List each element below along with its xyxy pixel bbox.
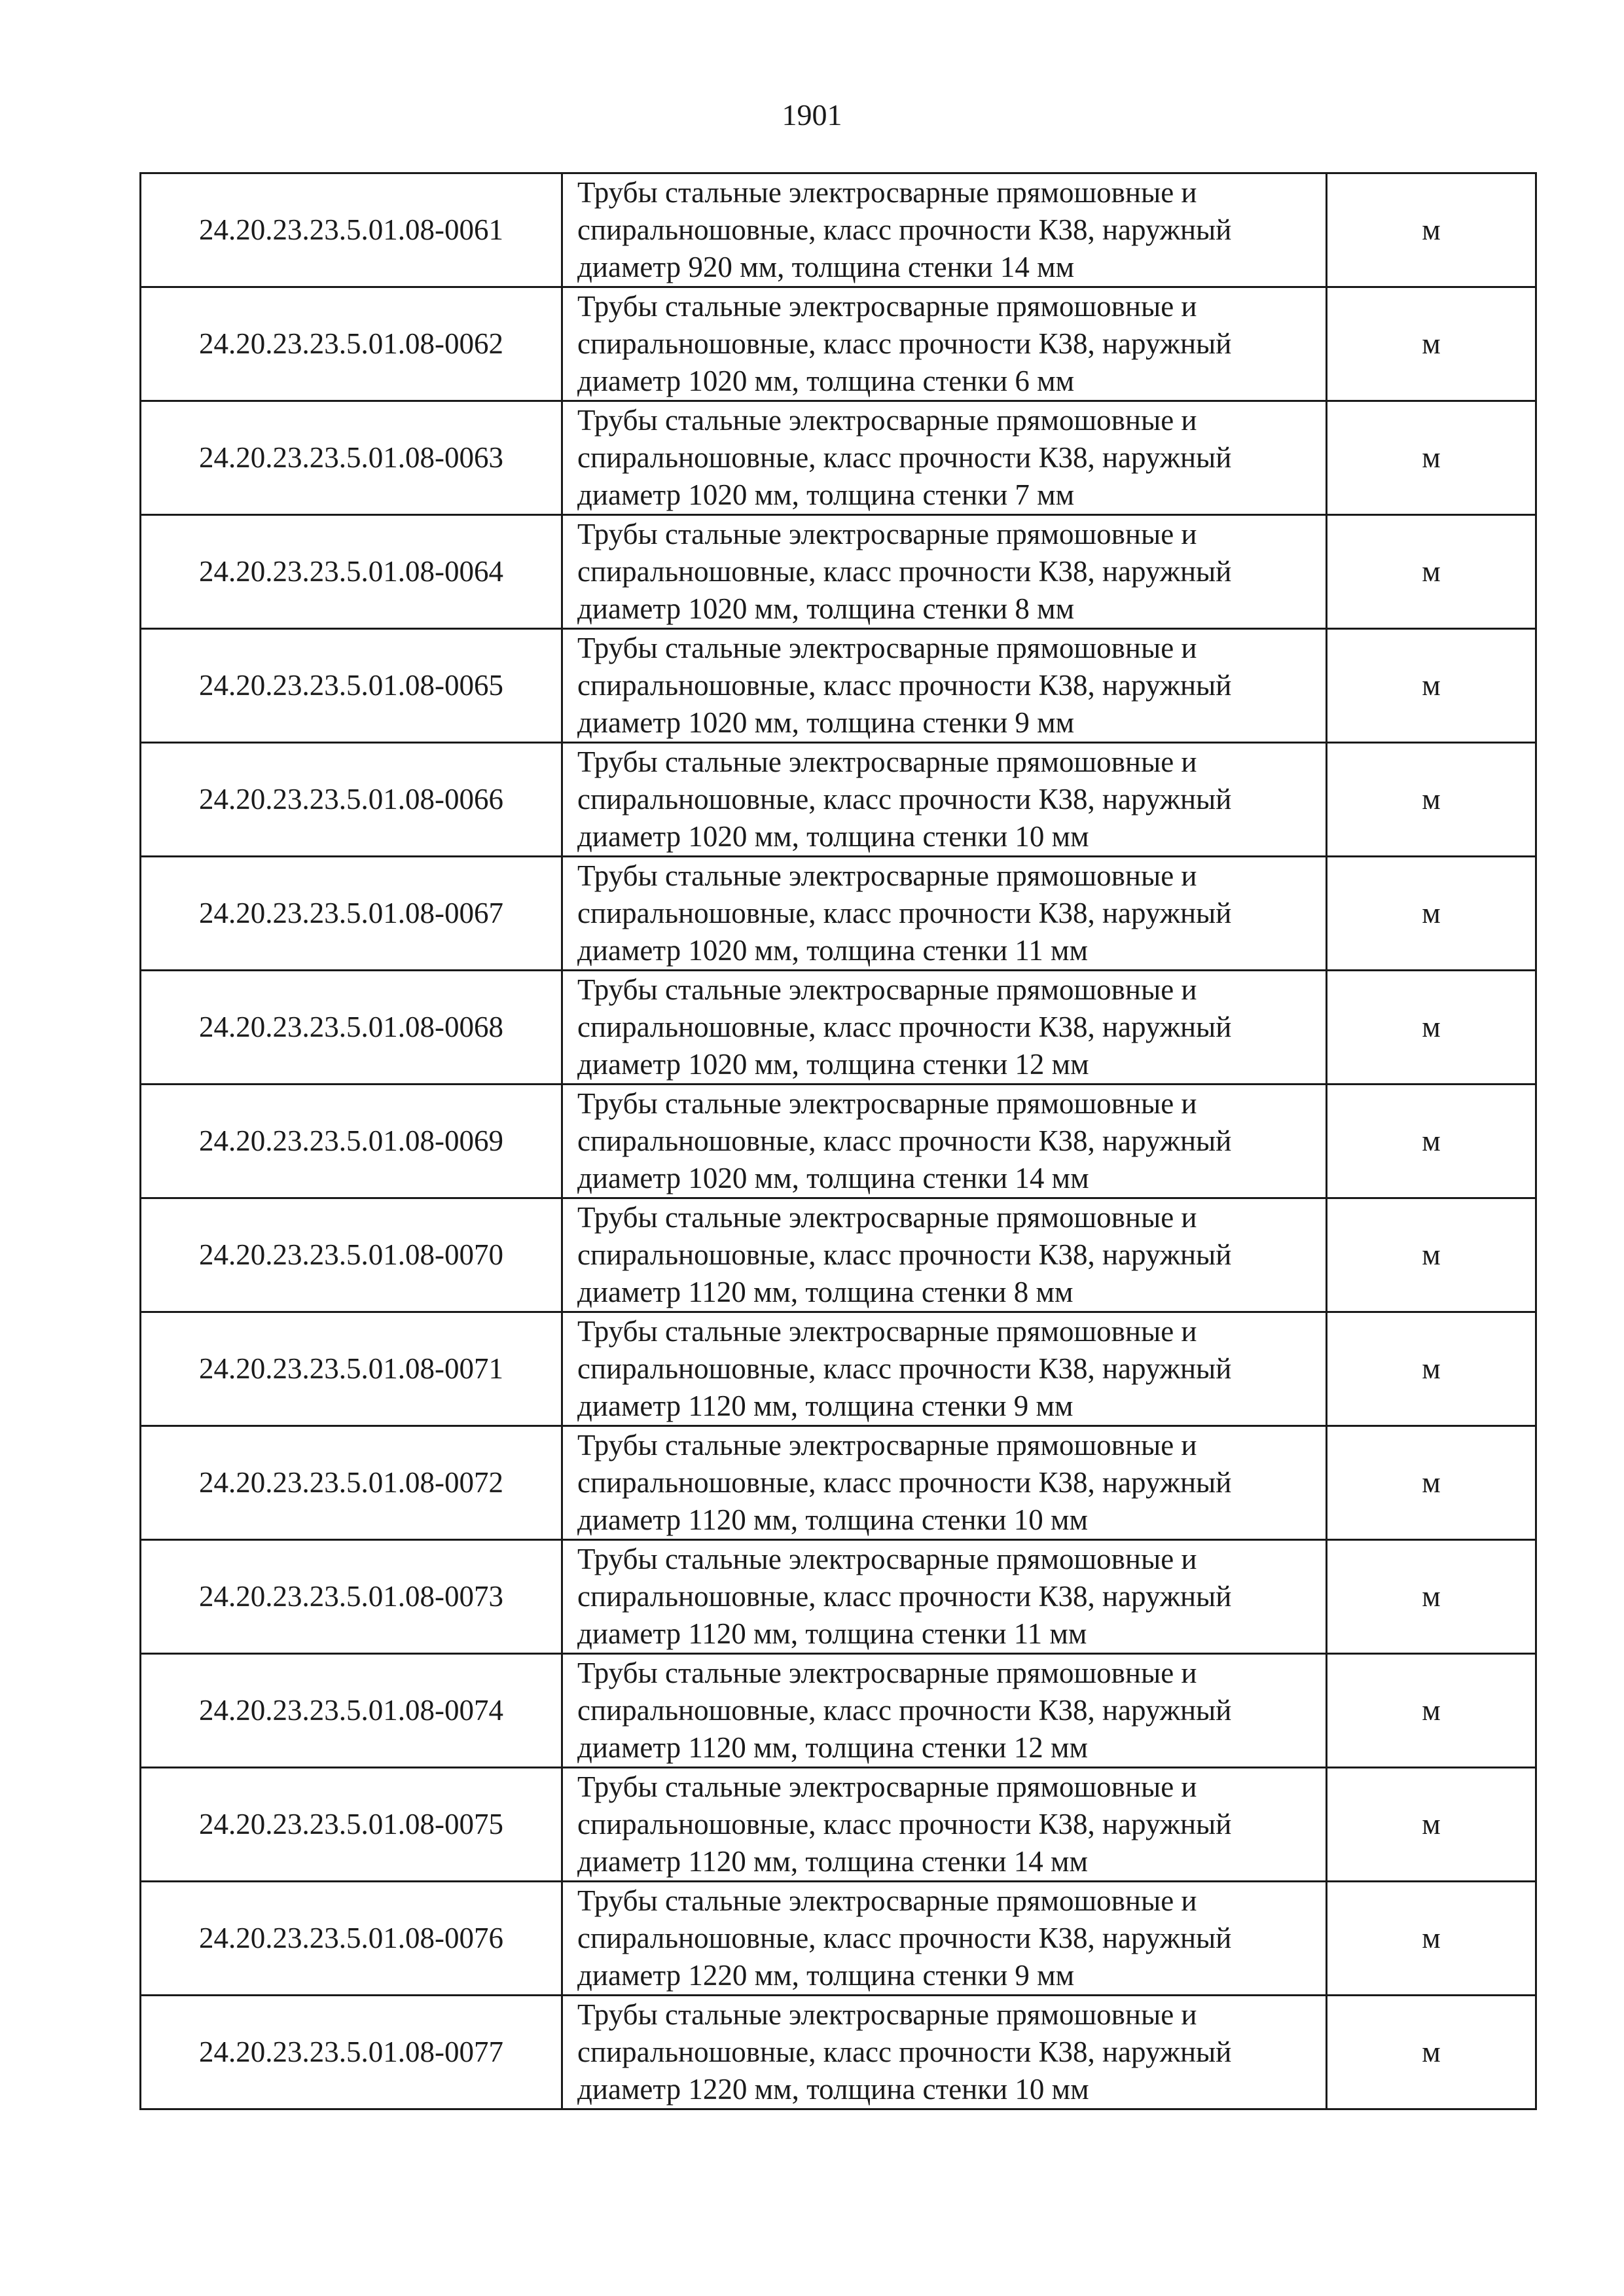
- code-cell: 24.20.23.23.5.01.08-0077: [141, 1996, 562, 2109]
- code-cell: 24.20.23.23.5.01.08-0067: [141, 857, 562, 971]
- unit-cell: м: [1327, 173, 1536, 287]
- description-line: диаметр 1020 мм, толщина стенки 8 мм: [577, 592, 1075, 625]
- table-row: [141, 1768, 1536, 1882]
- table-row: [141, 1085, 1536, 1198]
- table-row: [141, 1540, 1536, 1654]
- description-line: Трубы стальные электросварные прямошовные и: [577, 1770, 1197, 1803]
- description-line: диаметр 1120 мм, толщина стенки 8 мм: [577, 1276, 1074, 1308]
- unit-cell: м: [1327, 515, 1536, 629]
- unit-cell: м: [1327, 1996, 1536, 2109]
- description-line: спиральношовные, класс прочности К38, наружный: [577, 327, 1232, 360]
- description-line: диаметр 1020 мм, толщина стенки 10 мм: [577, 820, 1089, 853]
- description-cell: [562, 173, 1327, 287]
- code-cell: 24.20.23.23.5.01.08-0061: [141, 173, 562, 287]
- description-line: спиральношовные, класс прочности К38, наружный: [577, 1011, 1232, 1043]
- description-line: спиральношовные, класс прочности К38, наружный: [577, 1352, 1232, 1385]
- code-cell: 24.20.23.23.5.01.08-0073: [141, 1540, 562, 1654]
- description-line: Трубы стальные электросварные прямошовные и: [577, 518, 1197, 550]
- table-row: [141, 629, 1536, 743]
- code-cell: 24.20.23.23.5.01.08-0064: [141, 515, 562, 629]
- description-cell: [562, 1540, 1327, 1654]
- materials-table: [139, 172, 1537, 2110]
- description-line: Трубы стальные электросварные прямошовные и: [577, 1657, 1197, 1689]
- unit-cell: м: [1327, 857, 1536, 971]
- description-cell: [562, 287, 1327, 401]
- description-line: Трубы стальные электросварные прямошовные и: [577, 290, 1197, 323]
- description-cell: [562, 1198, 1327, 1312]
- description-cell: [562, 1085, 1327, 1198]
- table-row: [141, 173, 1536, 287]
- description-line: диаметр 1020 мм, толщина стенки 11 мм: [577, 934, 1088, 967]
- description-line: Трубы стальные электросварные прямошовные и: [577, 404, 1197, 437]
- description-cell: [562, 1426, 1327, 1540]
- description-line: спиральношовные, класс прочности К38, наружный: [577, 1466, 1232, 1499]
- description-line: спиральношовные, класс прочности К38, наружный: [577, 1922, 1232, 1954]
- description-line: спиральношовные, класс прочности К38, наружный: [577, 669, 1232, 702]
- description-line: диаметр 1120 мм, толщина стенки 14 мм: [577, 1845, 1088, 1878]
- unit-cell: м: [1327, 629, 1536, 743]
- code-cell: 24.20.23.23.5.01.08-0070: [141, 1198, 562, 1312]
- description-line: спиральношовные, класс прочности К38, наружный: [577, 2036, 1232, 2068]
- description-cell: [562, 743, 1327, 857]
- description-line: спиральношовные, класс прочности К38, наружный: [577, 1580, 1232, 1613]
- description-cell: [562, 1768, 1327, 1882]
- unit-cell: м: [1327, 1426, 1536, 1540]
- table-row: [141, 1654, 1536, 1768]
- description-line: спиральношовные, класс прочности К38, наружный: [577, 213, 1232, 246]
- unit-cell: м: [1327, 1654, 1536, 1768]
- description-line: спиральношовные, класс прочности К38, наружный: [577, 1238, 1232, 1271]
- description-line: Трубы стальные электросварные прямошовные и: [577, 632, 1197, 664]
- code-cell: 24.20.23.23.5.01.08-0075: [141, 1768, 562, 1882]
- table-row: [141, 1312, 1536, 1426]
- description-line: Трубы стальные электросварные прямошовные и: [577, 745, 1197, 778]
- code-cell: 24.20.23.23.5.01.08-0076: [141, 1882, 562, 1996]
- description-line: Трубы стальные электросварные прямошовные и: [577, 859, 1197, 892]
- description-line: спиральношовные, класс прочности К38, наружный: [577, 783, 1232, 816]
- unit-cell: м: [1327, 743, 1536, 857]
- unit-cell: м: [1327, 401, 1536, 515]
- table-row: [141, 287, 1536, 401]
- code-cell: 24.20.23.23.5.01.08-0065: [141, 629, 562, 743]
- description-line: диаметр 1020 мм, толщина стенки 12 мм: [577, 1048, 1089, 1081]
- description-line: диаметр 1120 мм, толщина стенки 11 мм: [577, 1617, 1087, 1650]
- description-line: Трубы стальные электросварные прямошовные и: [577, 176, 1197, 209]
- description-line: диаметр 1020 мм, толщина стенки 9 мм: [577, 706, 1075, 739]
- table-row: [141, 515, 1536, 629]
- description-line: спиральношовные, класс прочности К38, наружный: [577, 441, 1232, 474]
- unit-cell: м: [1327, 1312, 1536, 1426]
- table-row: [141, 1198, 1536, 1312]
- description-line: Трубы стальные электросварные прямошовные и: [577, 1315, 1197, 1348]
- description-line: Трубы стальные электросварные прямошовные и: [577, 1884, 1197, 1917]
- description-line: спиральношовные, класс прочности К38, наружный: [577, 555, 1232, 588]
- description-cell: [562, 971, 1327, 1085]
- page-number: 1901: [782, 98, 842, 132]
- unit-cell: м: [1327, 1085, 1536, 1198]
- description-line: Трубы стальные электросварные прямошовные и: [577, 1087, 1197, 1120]
- table-row: [141, 857, 1536, 971]
- code-cell: 24.20.23.23.5.01.08-0063: [141, 401, 562, 515]
- code-cell: 24.20.23.23.5.01.08-0072: [141, 1426, 562, 1540]
- table-row: [141, 743, 1536, 857]
- description-line: диаметр 1120 мм, толщина стенки 10 мм: [577, 1503, 1088, 1536]
- code-cell: 24.20.23.23.5.01.08-0062: [141, 287, 562, 401]
- description-line: диаметр 1120 мм, толщина стенки 9 мм: [577, 1390, 1074, 1422]
- description-cell: [562, 1654, 1327, 1768]
- unit-cell: м: [1327, 1198, 1536, 1312]
- description-line: Трубы стальные электросварные прямошовные и: [577, 1543, 1197, 1575]
- code-cell: 24.20.23.23.5.01.08-0068: [141, 971, 562, 1085]
- unit-cell: м: [1327, 971, 1536, 1085]
- unit-cell: м: [1327, 1882, 1536, 1996]
- description-line: Трубы стальные электросварные прямошовные и: [577, 1429, 1197, 1462]
- description-line: спиральношовные, класс прочности К38, наружный: [577, 1124, 1232, 1157]
- description-line: спиральношовные, класс прочности К38, наружный: [577, 1694, 1232, 1727]
- unit-cell: м: [1327, 287, 1536, 401]
- description-cell: [562, 1312, 1327, 1426]
- table-body: [141, 173, 1536, 2109]
- description-cell: [562, 515, 1327, 629]
- unit-cell: м: [1327, 1768, 1536, 1882]
- description-cell: [562, 1996, 1327, 2109]
- description-line: диаметр 1220 мм, толщина стенки 10 мм: [577, 2073, 1089, 2106]
- description-line: диаметр 1220 мм, толщина стенки 9 мм: [577, 1959, 1075, 1992]
- description-line: диаметр 1020 мм, толщина стенки 7 мм: [577, 478, 1075, 511]
- table-row: [141, 971, 1536, 1085]
- table-row: [141, 1882, 1536, 1996]
- description-line: Трубы стальные электросварные прямошовные и: [577, 973, 1197, 1006]
- description-cell: [562, 1882, 1327, 1996]
- code-cell: 24.20.23.23.5.01.08-0069: [141, 1085, 562, 1198]
- description-line: диаметр 1020 мм, толщина стенки 14 мм: [577, 1162, 1089, 1194]
- code-cell: 24.20.23.23.5.01.08-0066: [141, 743, 562, 857]
- unit-cell: м: [1327, 1540, 1536, 1654]
- description-cell: [562, 629, 1327, 743]
- table-row: [141, 401, 1536, 515]
- description-line: спиральношовные, класс прочности К38, наружный: [577, 897, 1232, 929]
- description-cell: [562, 857, 1327, 971]
- description-line: Трубы стальные электросварные прямошовные и: [577, 1201, 1197, 1234]
- description-line: диаметр 1020 мм, толщина стенки 6 мм: [577, 365, 1075, 397]
- description-line: диаметр 1120 мм, толщина стенки 12 мм: [577, 1731, 1088, 1764]
- table-row: [141, 1996, 1536, 2109]
- code-cell: 24.20.23.23.5.01.08-0074: [141, 1654, 562, 1768]
- description-cell: [562, 401, 1327, 515]
- table-row: [141, 1426, 1536, 1540]
- description-line: диаметр 920 мм, толщина стенки 14 мм: [577, 251, 1075, 283]
- description-line: спиральношовные, класс прочности К38, наружный: [577, 1808, 1232, 1840]
- code-cell: 24.20.23.23.5.01.08-0071: [141, 1312, 562, 1426]
- description-line: Трубы стальные электросварные прямошовные и: [577, 1998, 1197, 2031]
